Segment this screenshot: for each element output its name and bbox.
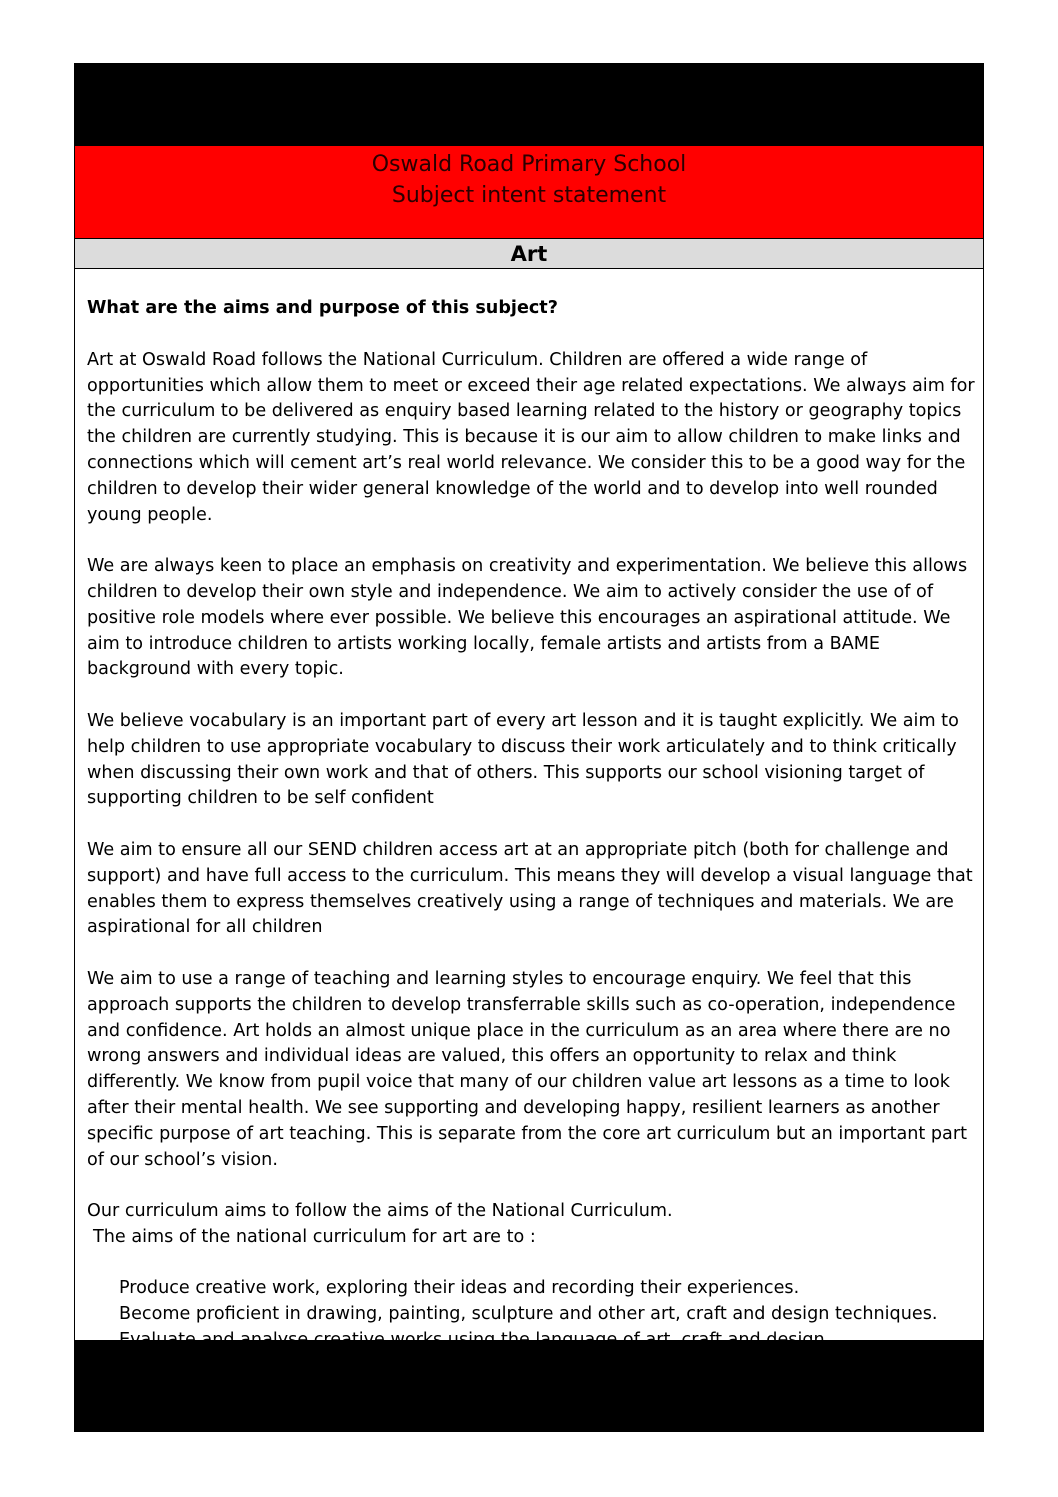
document-title: Subject intent statement xyxy=(391,183,667,208)
list-item: Produce creative work, exploring their ideas and recording their experiences. xyxy=(119,1278,800,1299)
statement-body xyxy=(87,296,979,1354)
paragraph: We are always keen to place an emphasis on creativity and experimentation. We believe this allows children to develop their own style and independence. We aim to actively consider the use of of positive role models where ever possible. We believe this encourages an aspirational attitude. We aim to introduce children to artists working locally, female artists and artists from a BAME background with every topic. xyxy=(87,556,968,680)
aims-intro: Our curriculum aims to follow the aims of the National Curriculum. xyxy=(87,1201,673,1222)
top-black-bar xyxy=(75,64,983,145)
paragraph: We aim to ensure all our SEND children access art at an appropriate pitch (both for challenge and support) and have full access to the curriculum. This means they will develop a visual language that enables them to express themselves creatively using a range of techniques and materials. We are aspirational for all children xyxy=(87,839,973,938)
title-banner xyxy=(75,145,983,239)
aims-intro-secondary: The aims of the national curriculum for art are to : xyxy=(93,1226,536,1247)
school-name: Oswald Road Primary School xyxy=(371,152,687,177)
section-heading: What are the aims and purpose of this subject? xyxy=(87,298,558,318)
subject-title: Art xyxy=(75,239,983,269)
bottom-black-bar xyxy=(75,1340,983,1431)
document-frame xyxy=(74,63,984,1432)
paragraph: We aim to use a range of teaching and learning styles to encourage enquiry. We feel that this approach supports the children to develop transferrable skills such as co-operation, independence and confidence. Art holds an almost unique place in the curriculum as an area where there are no wrong answers and individual ideas are valued, this offers an opportunity to relax and think differently. We know from pupil voice that many of our children value art lessons as a time to look after their mental health. We see supporting and developing happy, resilient learners as another specific purpose of art teaching. This is separate from the core art curriculum but an important part of our school’s vision. xyxy=(87,968,967,1170)
list-item: Become proficient in drawing, painting, sculpture and other art, craft and design techniques. xyxy=(119,1304,938,1325)
paragraph: Art at Oswald Road follows the National Curriculum. Children are offered a wide range of opportunities which allow them to meet or exceed their age related expectations. We always aim for the curriculum to be delivered as enquiry based learning related to the history or geography topics the children are currently studying. This is because it is our aim to allow children to make links and connections which will cement art’s real world relevance. We consider this to be a good way for the children to develop their wider general knowledge of the world and to develop into well rounded young people. xyxy=(87,349,975,525)
paragraph: We believe vocabulary is an important part of every art lesson and it is taught explicitly. We aim to help children to use appropriate vocabulary to discuss their work articulately and to think critically when discussing their own work and that of others. This supports our school visioning target of supporting children to be self confident xyxy=(87,710,959,809)
